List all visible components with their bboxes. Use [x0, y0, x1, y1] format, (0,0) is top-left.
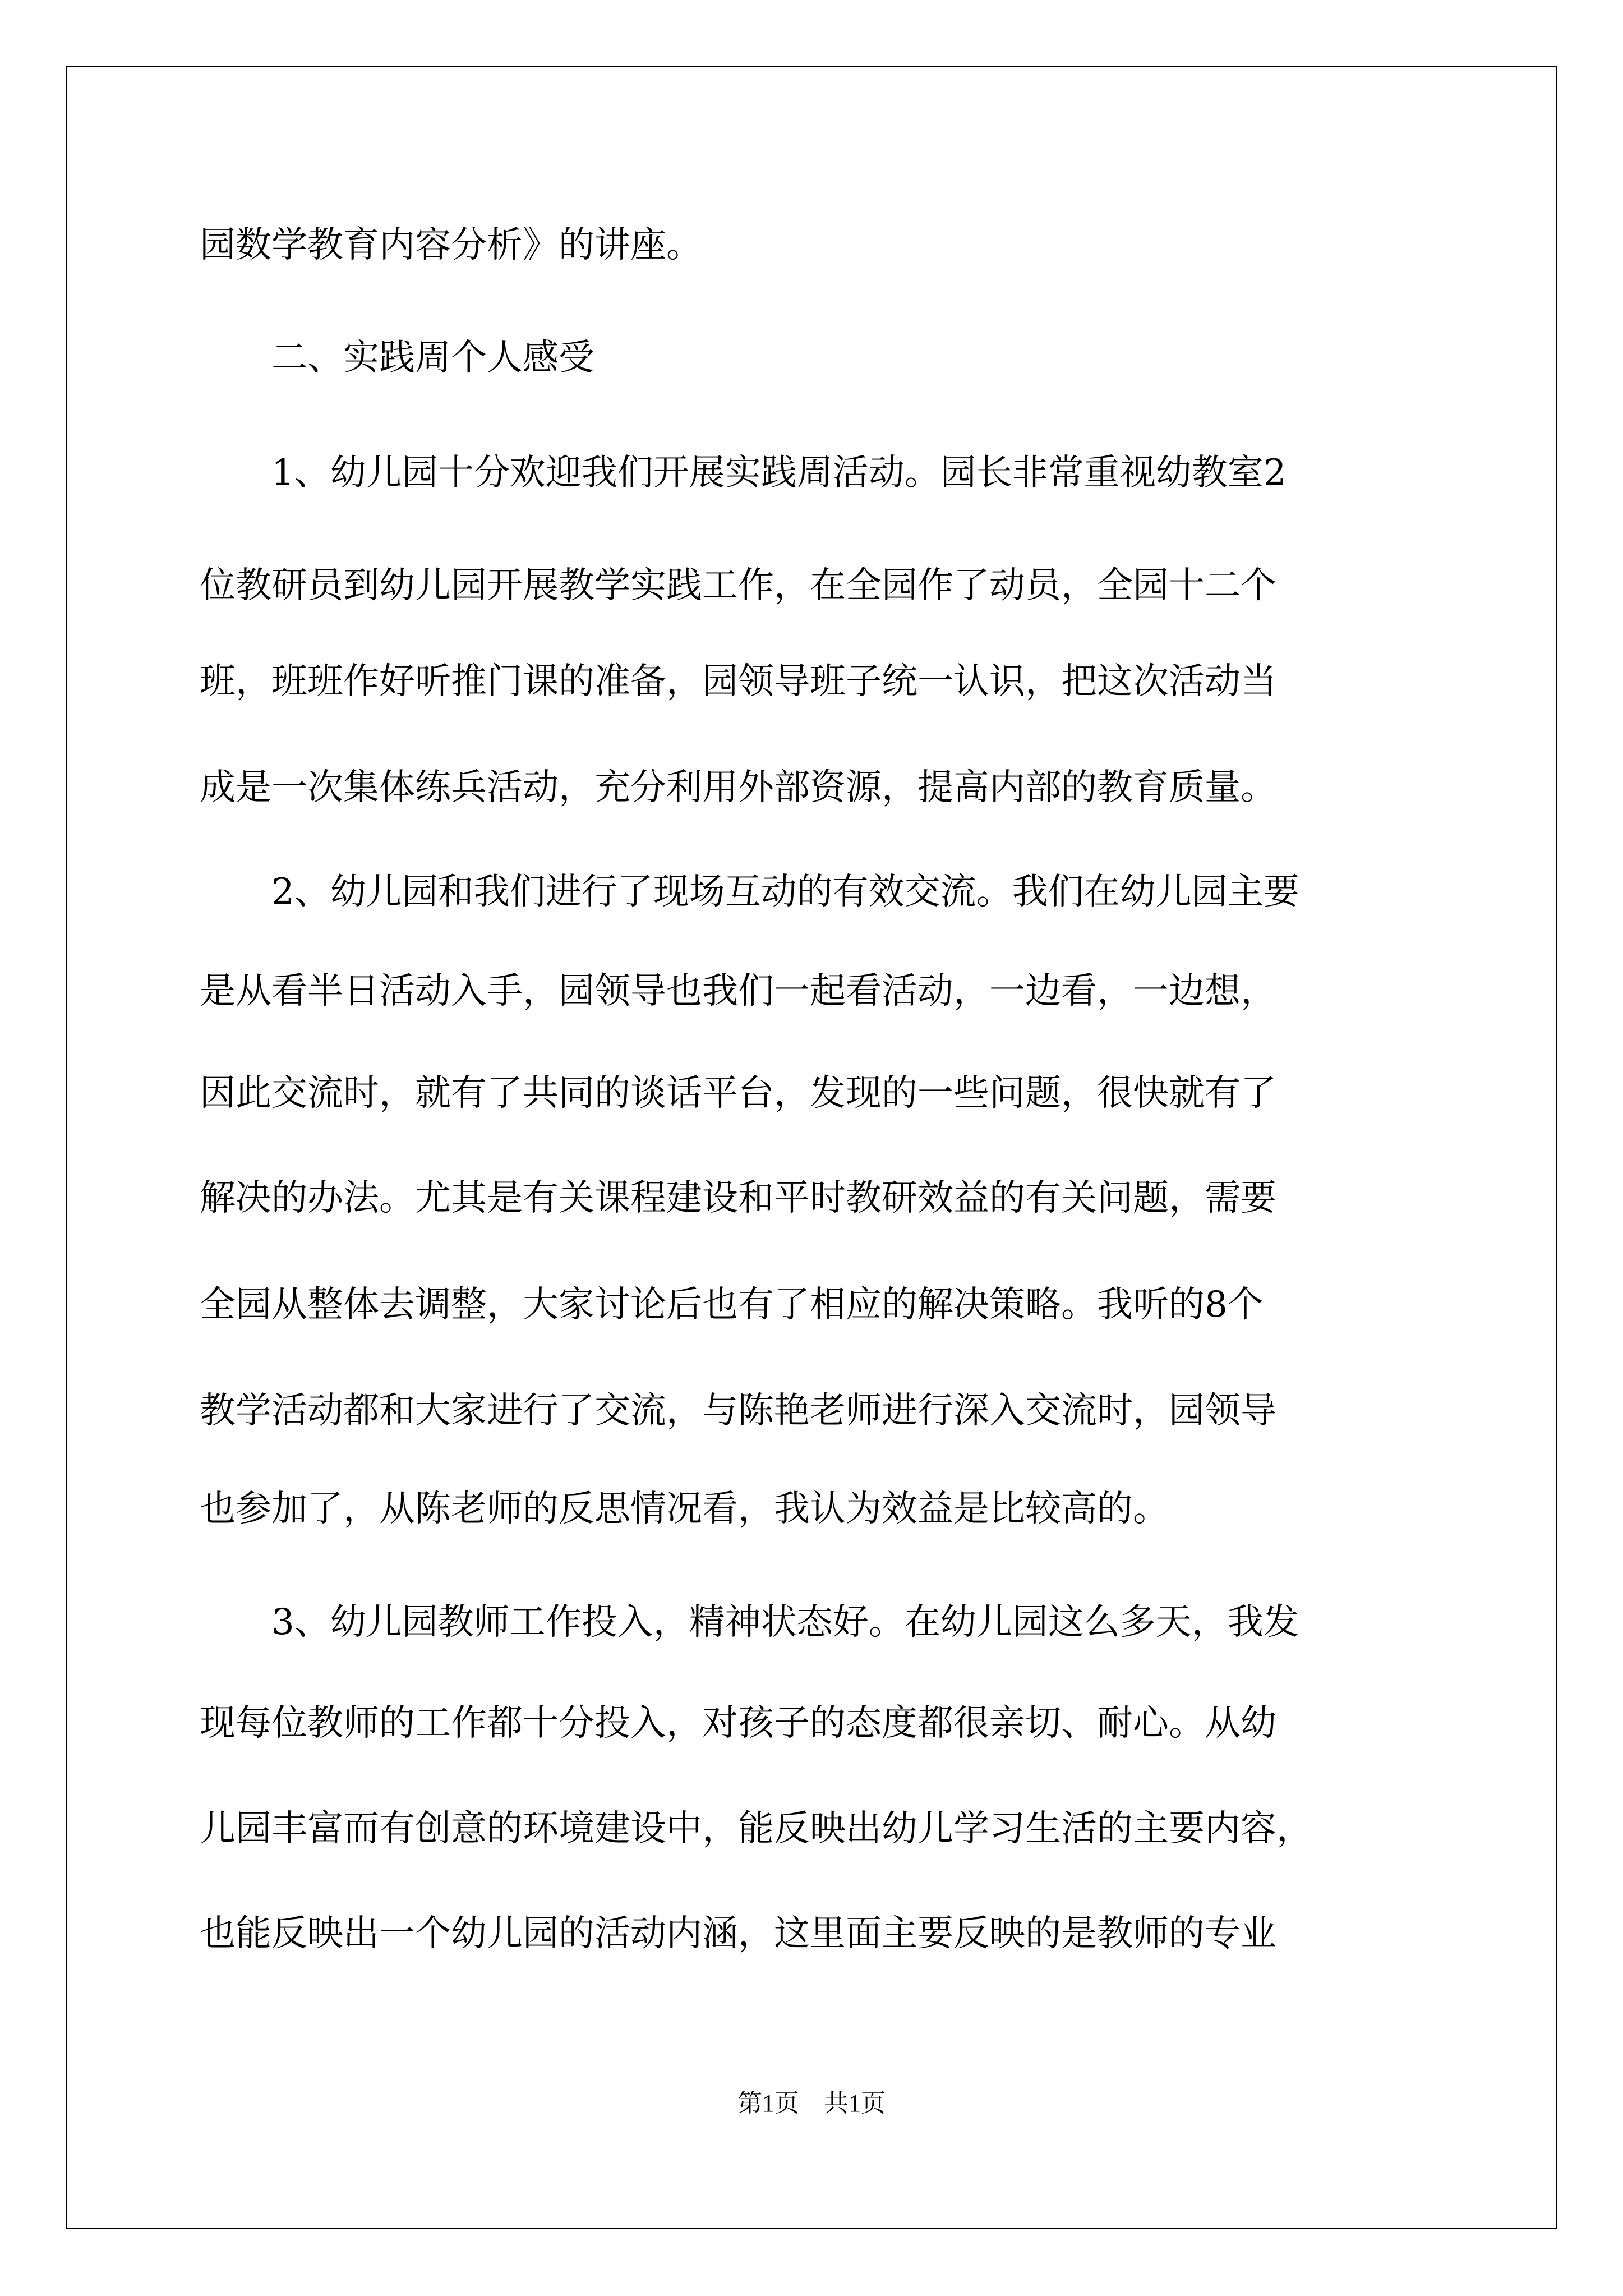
text-line: 现每位教师的工作都十分投入，对孩子的态度都很亲切、耐心。从幼: [200, 1703, 1276, 1744]
text-line: 全园从整体去调整，大家讨论后也有了相应的解决策略。我听的8个: [200, 1284, 1264, 1326]
text-line: 教学活动都和大家进行了交流，与陈艳老师进行深入交流时，园领导: [200, 1390, 1276, 1432]
text-line: 园数学教育内容分析》的讲座。: [200, 224, 702, 266]
text-line: 是从看半日活动入手，园领导也我们一起看活动，一边看，一边想，: [200, 970, 1276, 1012]
text-line: 也参加了，从陈老师的反思情况看，我认为效益是比较高的。: [200, 1488, 1169, 1530]
text-line: 解决的办法。尤其是有关课程建设和平时教研效益的有关问题，需要: [200, 1177, 1276, 1219]
text-line: 成是一次集体练兵活动，充分利用外部资源，提高内部的教育质量。: [200, 767, 1276, 808]
text-line: 儿园丰富而有创意的环境建设中，能反映出幼儿学习生活的主要内容，: [200, 1808, 1312, 1849]
text-line: 3、幼儿园教师工作投入，精神状态好。在幼儿园这么多天，我发: [200, 1602, 1299, 1643]
text-line: 班，班班作好听推门课的准备，园领导班子统一认识，把这次活动当: [200, 661, 1276, 702]
text-line: 位教研员到幼儿园开展教学实践工作，在全园作了动员，全园十二个: [200, 565, 1276, 606]
page-footer: 第1页 共1页: [737, 2090, 886, 2117]
text-line: 2、幼儿园和我们进行了现场互动的有效交流。我们在幼儿园主要: [200, 871, 1299, 913]
section-heading: 二、实践周个人感受: [200, 337, 594, 379]
text-line: 因此交流时，就有了共同的谈话平台，发现的一些问题，很快就有了: [200, 1073, 1276, 1114]
text-line: 1、幼儿园十分欢迎我们开展实践周活动。园长非常重视幼教室2: [200, 452, 1287, 494]
text-line: 也能反映出一个幼儿园的活动内涵，这里面主要反映的是教师的专业: [200, 1913, 1276, 1954]
page-border: [66, 66, 1557, 2229]
